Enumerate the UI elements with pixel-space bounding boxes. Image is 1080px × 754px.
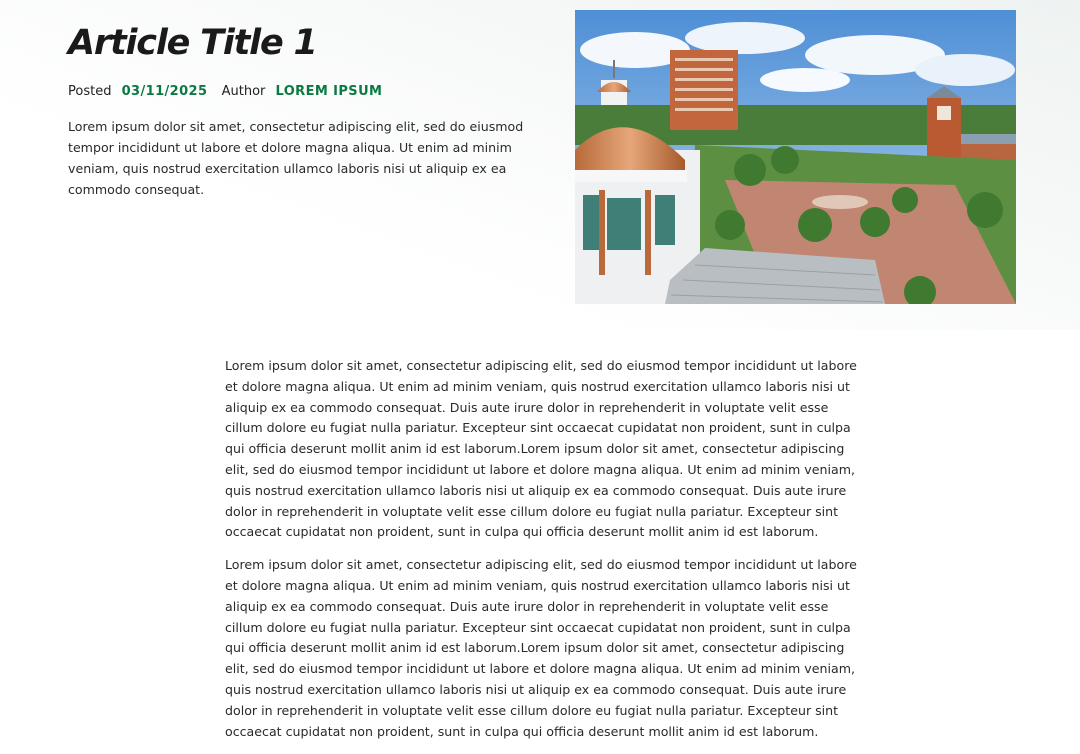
article-meta	[68, 84, 558, 100]
author-label: Author	[221, 84, 266, 99]
article-header	[68, 22, 558, 200]
author-name[interactable]: LOREM IPSUM	[275, 84, 383, 99]
article-body	[225, 356, 857, 754]
article-summary: Lorem ipsum dolor sit amet, consectetur adipiscing elit, sed do eiusmod tempor incididunt ut labore et dolore magna aliqua. Ut enim ad minim veniam, quis nostrud exercitation ullamco laboris nisi ut aliquip ex ea commodo consequat.	[68, 119, 524, 197]
article-title: Article Title 1	[68, 23, 317, 63]
hero-image	[575, 10, 1016, 304]
posted-label: Posted	[68, 84, 112, 99]
body-paragraph: Lorem ipsum dolor sit amet, consectetur adipiscing elit, sed do eiusmod tempor incididunt ut labore et dolore magna aliqua. Ut enim ad minim veniam, quis nostrud exercitation ullamco laboris nisi ut aliquip ex ea commodo consequat. Duis aute irure dolor in reprehenderit in voluptate velit esse cillum dolore eu fugiat nulla pariatur. Excepteur sint occaecat cupidatat non proident, sunt in culpa qui officia deserunt mollit anim id est laborum.Lorem ipsum dolor sit amet, consectetur adipiscing elit, sed do eiusmod tempor incididunt ut labore et dolore magna aliqua. Ut enim ad minim veniam, quis nostrud exercitation ullamco laboris nisi ut aliquip ex ea commodo consequat. Duis aute irure dolor in reprehenderit in voluptate velit esse cillum dolore eu fugiat nulla pariatur. Excepteur sint occaecat cupidatat non proident, sunt in culpa qui officia deserunt mollit anim id est laborum.	[225, 557, 857, 739]
body-paragraph: Lorem ipsum dolor sit amet, consectetur adipiscing elit, sed do eiusmod tempor incididunt ut labore et dolore magna aliqua. Ut enim ad minim veniam, quis nostrud exercitation ullamco laboris nisi ut aliquip ex ea commodo consequat. Duis aute irure dolor in reprehenderit in voluptate velit esse cillum dolore eu fugiat nulla pariatur. Excepteur sint occaecat cupidatat non proident, sunt in culpa qui officia deserunt mollit anim id est laborum.Lorem ipsum dolor sit amet, consectetur adipiscing elit, sed do eiusmod tempor incididunt ut labore et dolore magna aliqua. Ut enim ad minim veniam, quis nostrud exercitation ullamco laboris nisi ut aliquip ex ea commodo consequat. Duis aute irure dolor in reprehenderit in voluptate velit esse cillum dolore eu fugiat nulla pariatur. Excepteur sint occaecat cupidatat non proident, sunt in culpa qui officia deserunt mollit anim id est laborum.	[225, 358, 857, 540]
posted-date: 03/11/2025	[121, 84, 208, 99]
campus-photo-icon	[575, 10, 1016, 304]
